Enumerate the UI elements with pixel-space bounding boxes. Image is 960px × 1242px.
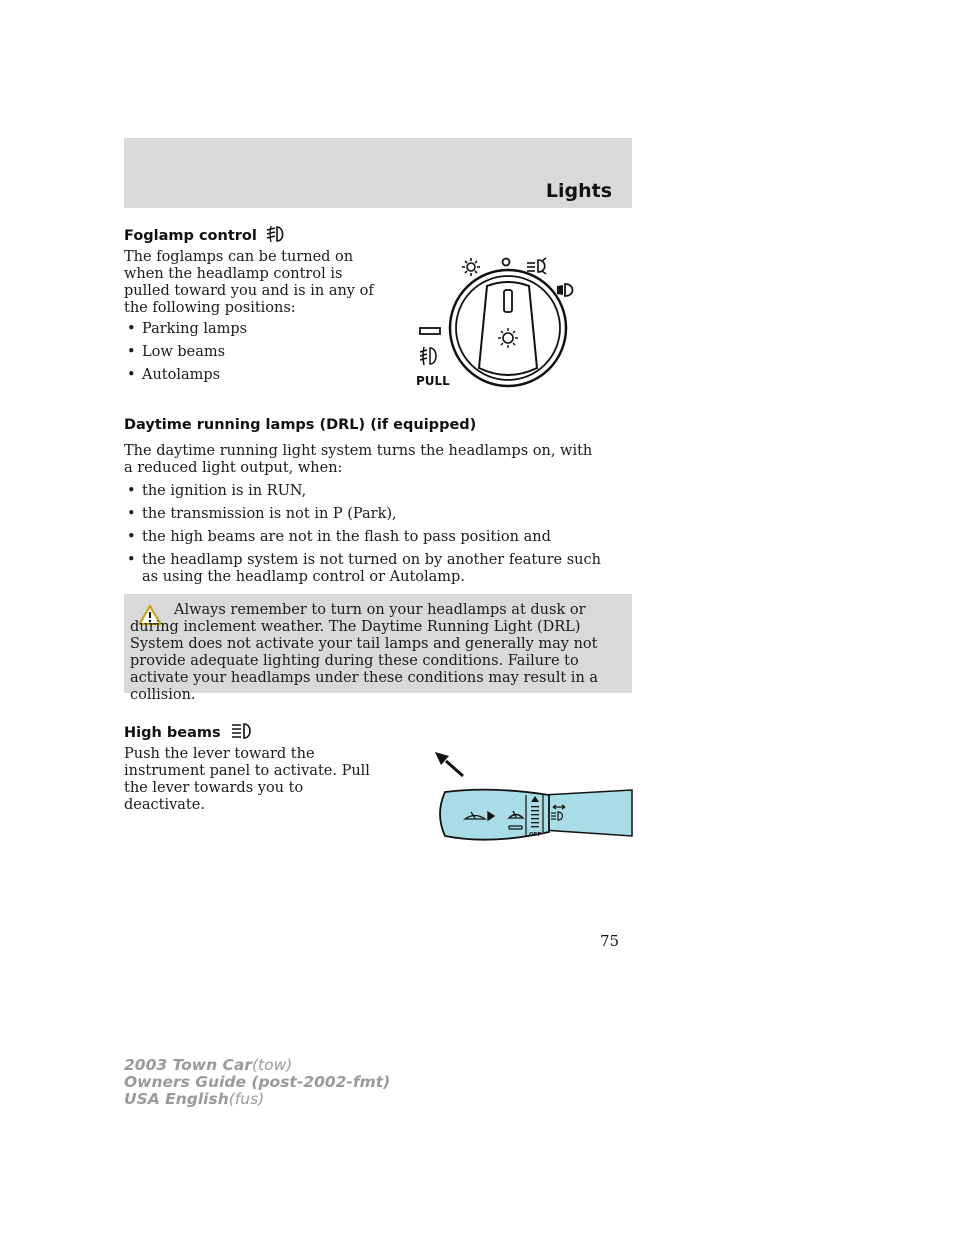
foglamp-heading-text: Foglamp control (124, 228, 257, 244)
list-item: • Autolamps (124, 367, 384, 384)
multifunction-lever-figure (425, 750, 635, 850)
page-number: 75 (600, 932, 620, 950)
drl-condition-list (124, 483, 614, 592)
headlamp-control-figure (405, 250, 595, 390)
drl-heading: Daytime running lamps (DRL) (if equipped) (124, 417, 477, 433)
foglamp-body: The foglamps can be turned on when the headlamp control is pulled toward you and is in any of the following positions: (124, 249, 374, 316)
instrument-lamp-symbol (420, 328, 440, 334)
high-beams-heading-text: High beams (124, 725, 221, 741)
dial-knob (479, 282, 537, 375)
headlamp-symbol (557, 284, 573, 296)
high-beams-heading (124, 721, 255, 745)
list-item: • Low beams (124, 344, 384, 361)
high-beam-icon (229, 721, 255, 745)
off-position-symbol (503, 259, 510, 266)
off-label: OFF (529, 832, 542, 838)
footer-line-vehicle: 2003 Town Car(tow) (124, 1056, 293, 1074)
document-footer (124, 1057, 390, 1108)
section-header-band (124, 138, 632, 208)
list-item: • the ignition is in RUN, (124, 483, 614, 500)
high-beams-body: Push the lever toward the instrument panel to activate. Pull the lever towards you to deactivate. (124, 746, 370, 813)
low-beam-symbol (527, 258, 546, 274)
warning-text: Always remember to turn on your headlamps at dusk or during inclement weather. The Daytime Running Light (DRL) System does not activate your tail lamps and generally may not provide adequate lighting during these conditions. Failure to activate your headlamps under these conditions may result in a collision. (130, 602, 599, 703)
foglamp-heading (124, 224, 287, 248)
list-item: • the high beams are not in the flash to pass position and (124, 529, 614, 546)
list-item: • Parking lamps (124, 321, 384, 338)
pull-label: PULL (416, 374, 450, 388)
foglamp-symbol (420, 347, 436, 365)
drl-intro: The daytime running light system turns the headlamps on, with a reduced light output, when: (124, 443, 593, 476)
warning-box (124, 594, 632, 703)
section-title: Lights (545, 180, 612, 202)
list-item: • the transmission is not in P (Park), (124, 506, 614, 523)
foglamp-icon (265, 224, 287, 248)
list-item: • the headlamp system is not turned on by another feature such as using the headlamp control or Autolamp. (124, 552, 614, 586)
foglamp-position-list (124, 321, 384, 390)
parking-lamp-symbol (462, 258, 480, 276)
push-direction-arrow-icon (435, 752, 463, 776)
footer-line-language: USA English(fus) (124, 1090, 265, 1108)
footer-line-guide: Owners Guide (post-2002-fmt) (124, 1073, 391, 1091)
